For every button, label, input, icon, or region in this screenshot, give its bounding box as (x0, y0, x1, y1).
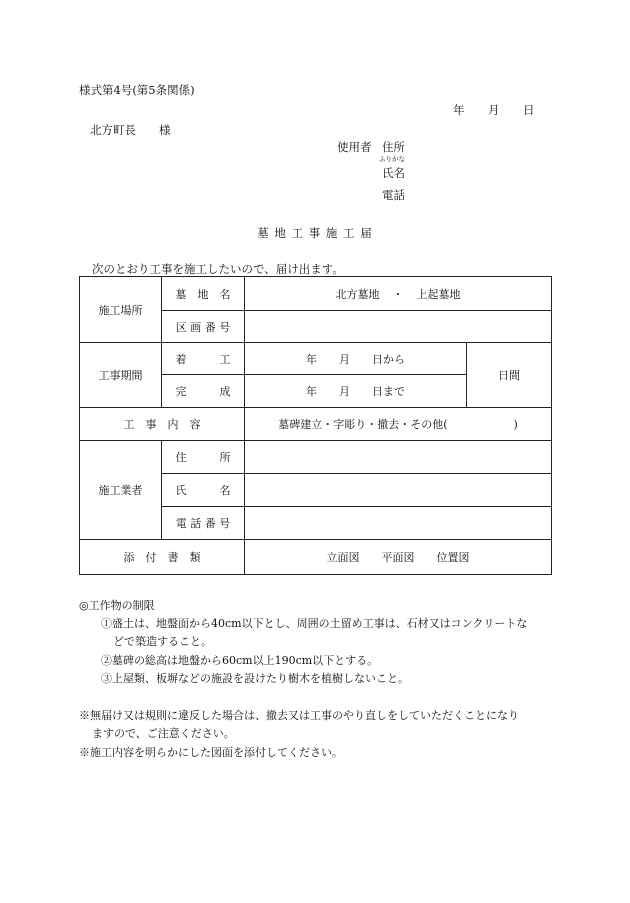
content-label: 工 事 内 容 (80, 408, 245, 441)
form-number: 様式第4号(第5条関係) (79, 83, 195, 97)
cemetery-name-label: 墓 地 名 (162, 277, 245, 311)
days-field[interactable]: 日間 (467, 343, 552, 408)
contractor-phone-field[interactable] (245, 507, 552, 540)
cemetery-option-kitagata: 北方墓地 (335, 287, 380, 301)
addressee: 北方町長 様 (90, 123, 171, 137)
application-form-table (79, 276, 552, 575)
plot-number-field[interactable] (245, 311, 552, 343)
contractor-name-field[interactable] (245, 474, 552, 507)
restriction-item-1-line-1: ①盛土は、地盤面から40cm以下とし、周囲の土留め工事は、石材又はコンクリートな (101, 617, 528, 630)
restriction-item-3: ③上屋類、板塀などの施設を設けたり樹木を植樹しないこと。 (101, 672, 409, 685)
applicant-phone-label: 電話 (382, 188, 405, 202)
restrictions-heading: ◎工作物の制限 (79, 599, 155, 612)
finish-date-field[interactable]: 年 月 日まで (245, 375, 467, 408)
contractor-phone-label: 電 話 番 号 (162, 507, 245, 540)
cemetery-separator-dot: ・ (392, 287, 404, 301)
contractor-name-label: 氏 名 (162, 474, 245, 507)
attachments-label: 添 付 書 類 (80, 540, 245, 575)
note-1-line-1: ※無届け又は規則に違反した場合は、撤去又は工事のやり直しをしていただくことになり (79, 709, 519, 722)
cemetery-option-jouki: 上起墓地 (416, 287, 461, 301)
content-field[interactable]: 墓碑建立・字彫り・撤去・その他( ) (245, 408, 552, 441)
date-year-label: 年 (453, 103, 465, 117)
contractor-address-label: 住 所 (162, 441, 245, 474)
document-title: 墓 地 工 事 施 工 届 (257, 226, 373, 240)
site-label: 施工場所 (80, 277, 162, 343)
plot-number-label: 区 画 番 号 (162, 311, 245, 343)
contractor-label: 施工業者 (80, 441, 162, 540)
period-label: 工事期間 (80, 343, 162, 408)
applicant-name-label: 氏名 (382, 166, 405, 180)
cemetery-name-cell[interactable] (245, 277, 552, 311)
applicant-address-label: 住所 (382, 140, 405, 154)
furigana-label: ふりがな (379, 155, 405, 163)
note-2: ※施工内容を明らかにした図面を添付してください。 (79, 746, 343, 759)
restriction-item-2: ②墓碑の総高は地盤から60cm以上190cm以下とする。 (101, 654, 379, 667)
attachments-field[interactable]: 立面図 平面図 位置図 (245, 540, 552, 575)
applicant-label: 使用者 (337, 140, 372, 154)
note-1-line-2: ますので、ご注意ください。 (92, 727, 235, 740)
contractor-address-field[interactable] (245, 441, 552, 474)
start-date-field[interactable]: 年 月 日から (245, 343, 467, 375)
date-month-label: 月 (488, 103, 500, 117)
start-label: 着 工 (162, 343, 245, 375)
finish-label: 完 成 (162, 375, 245, 408)
intro-text: 次のとおり工事を施工したいので、届け出ます。 (92, 262, 344, 276)
restriction-item-1-line-2: どで築造すること。 (113, 635, 212, 648)
date-day-label: 日 (523, 103, 535, 117)
